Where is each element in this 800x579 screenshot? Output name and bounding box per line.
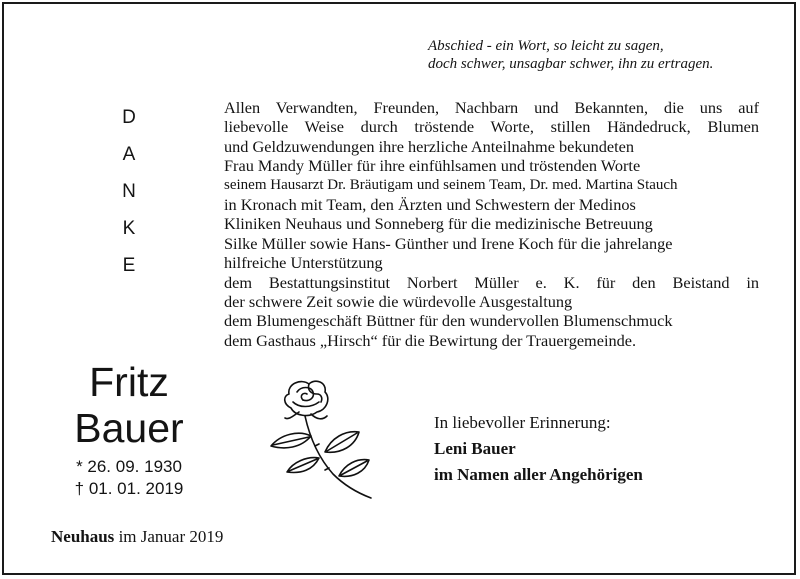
thanks-line: Frau Mandy Müller für ihre einfühlsamen und tröstenden Worte	[224, 156, 641, 176]
thanks-line: dem Gasthaus „Hirsch“ für die Bewirtung der Trauergemeinde.	[224, 330, 637, 350]
first-name: Fritz	[89, 359, 169, 405]
thanks-line: der schwere Zeit sowie die würdevolle Ausgestaltung	[224, 292, 573, 312]
deceased-name	[59, 359, 199, 451]
rose-icon	[259, 376, 379, 501]
signoff	[434, 410, 764, 488]
death-date: † 01. 01. 2019	[74, 479, 184, 498]
thanks-line: seinem Hausarzt Dr. Bräutigam und seinem Team, Dr. med. Martina Stauch	[224, 176, 678, 193]
thanks-line: dem Blumengeschäft Büttner für den wundervollen Blumenschmuck	[224, 311, 673, 331]
thanks-line: hilfreiche Unterstützung	[224, 253, 383, 273]
obituary-card	[2, 2, 796, 575]
danke-letter: K	[122, 218, 136, 239]
danke-vertical-heading	[104, 107, 154, 292]
signoff-name: Leni Bauer	[434, 439, 516, 458]
danke-letter: D	[122, 107, 136, 128]
motto-quote	[428, 37, 778, 73]
thanks-line: und Geldzuwendungen ihre herzliche Anteilnahme bekundeten	[224, 136, 635, 156]
thanks-line: Allen Verwandten, Freunden, Nachbarn und Bekannten, die uns auf	[224, 98, 759, 117]
thanks-line: in Kronach mit Team, den Ärzten und Schwestern der Medinos	[224, 195, 636, 215]
danke-letter: E	[122, 255, 136, 276]
thanks-line: Silke Müller sowie Hans- Günther und Irene Koch für die jahrelange	[224, 233, 673, 253]
thanks-line: dem Bestattungsinstitut Norbert Müller e. K. für den Beistand in	[224, 272, 759, 292]
place-and-date	[51, 527, 223, 547]
signoff-intro: In liebevoller Erinnerung:	[434, 413, 611, 432]
danke-letter: N	[122, 181, 136, 202]
last-name: Bauer	[74, 405, 184, 451]
signoff-family: im Namen aller Angehörigen	[434, 465, 643, 484]
danke-letter: A	[122, 144, 136, 165]
motto-line: Abschied - ein Wort, so leicht zu sagen,	[428, 38, 664, 54]
thanks-line: liebevolle Weise durch tröstende Worte, stillen Händedruck, Blumen	[224, 117, 759, 137]
place-date: im Januar 2019	[118, 527, 224, 546]
thanks-text	[224, 98, 759, 350]
place-town: Neuhaus	[51, 527, 115, 546]
thanks-line: Kliniken Neuhaus und Sonneberg für die medizinische Betreuung	[224, 214, 653, 234]
life-dates	[59, 456, 199, 500]
birth-date: * 26. 09. 1930	[76, 457, 182, 476]
motto-line: doch schwer, unsagbar schwer, ihn zu ertragen.	[428, 56, 714, 72]
